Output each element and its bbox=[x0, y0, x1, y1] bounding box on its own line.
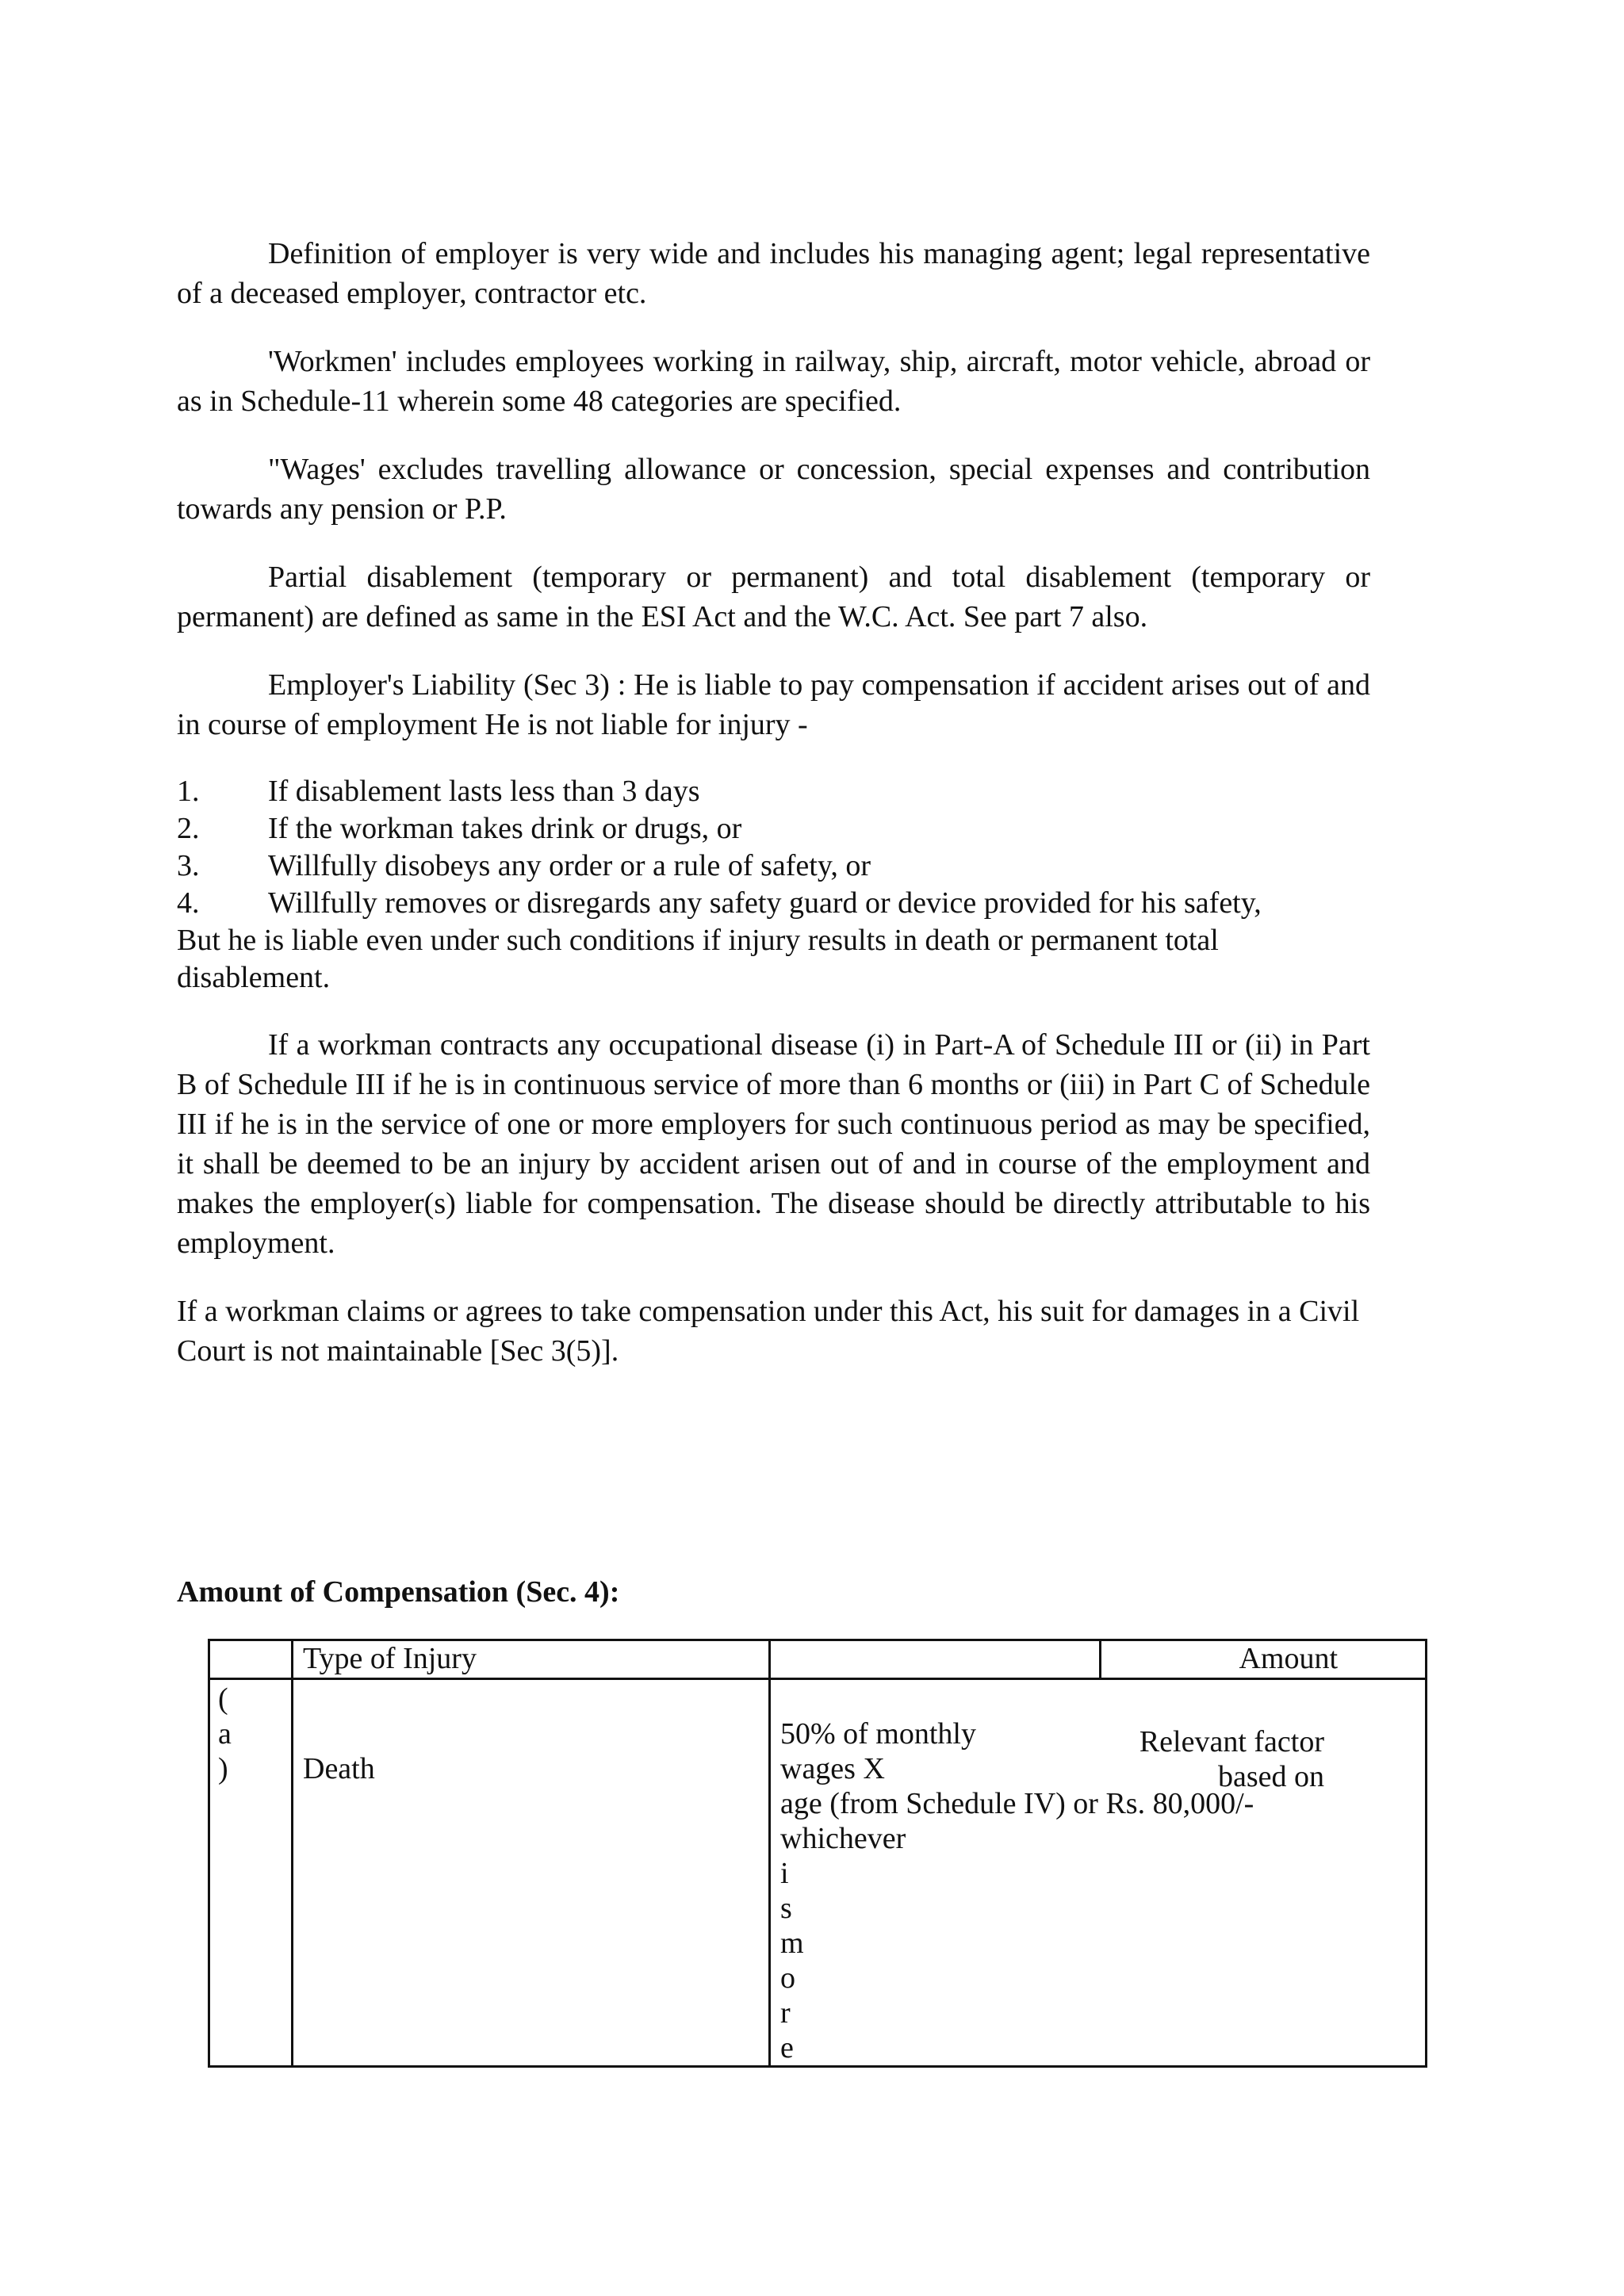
list-number: 4. bbox=[177, 886, 200, 920]
amount-char: r bbox=[780, 1996, 791, 2030]
spacer bbox=[780, 1682, 1415, 1716]
list-text: Willfully removes or disregards any safety guard or device provided for his safety, bbox=[268, 886, 1262, 920]
paragraph-wages-definition: "Wages' excludes travelling allowance or concession, special expenses and contribution towards any pension or P.P. bbox=[177, 453, 1370, 526]
index-char: a bbox=[218, 1717, 232, 1751]
list-number: 2. bbox=[177, 812, 200, 845]
amount-line: 50% of monthly bbox=[780, 1717, 976, 1751]
compensation-table bbox=[208, 1639, 1427, 2068]
list-item bbox=[177, 810, 1370, 848]
row-type-cell bbox=[293, 1679, 770, 2067]
exemption-list bbox=[177, 773, 1370, 922]
paragraph-disablement-definition: Partial disablement (temporary or permanent) and total disablement (temporary or permanent) are defined as same in the ESI Act and the W.C. Act. See part 7 also. bbox=[177, 561, 1370, 633]
amount-line: whichever bbox=[780, 1822, 906, 1855]
paragraph-occupational-disease: If a workman contracts any occupational disease (i) in Part-A of Schedule III or (ii) in Part B of Schedule III if he is in continuous service of more than 6 months or (iii) in Part C of Schedule III if he is in the service of one or more employers for such continuous period as may be specified, it shall be deemed to be an injury by accident arisen out of and in course of the employment and makes the employer(s) liable for compensation. The disease should be directly attributable to his employment. bbox=[177, 1028, 1370, 1260]
amount-char: e bbox=[780, 2031, 794, 2064]
spacer bbox=[303, 1682, 759, 1751]
index-char: ( bbox=[218, 1682, 228, 1716]
paragraph-employer-liability: Employer's Liability (Sec 3) : He is liable to pay compensation if accident arises out of and in course of employment He is not liable for injury - bbox=[177, 668, 1370, 741]
header-index-cell bbox=[209, 1640, 293, 1679]
amount-char: o bbox=[780, 1961, 795, 1995]
body-text bbox=[177, 234, 1370, 1399]
list-item bbox=[177, 773, 1370, 810]
list-number: 1. bbox=[177, 775, 200, 808]
index-char: ) bbox=[218, 1752, 228, 1785]
paragraph-civil-court: If a workman claims or agrees to take compensation under this Act, his suit for damages in a Civil Court is not maintainable [Sec 3(5)]. bbox=[177, 1295, 1360, 1368]
row-amount-cell bbox=[770, 1679, 1427, 2067]
paragraph-workmen-definition: 'Workmen' includes employees working in railway, ship, aircraft, motor vehicle, abroad or as in Schedule-11 wherein some 48 categories are specified. bbox=[177, 345, 1370, 418]
list-number: 3. bbox=[177, 849, 200, 882]
row-index-cell bbox=[209, 1679, 293, 2067]
header-type-cell: Type of Injury bbox=[293, 1640, 770, 1679]
amount-right-column bbox=[1139, 1724, 1324, 1794]
amount-line: Relevant factor bbox=[1139, 1725, 1324, 1758]
list-text: If the workman takes drink or drugs, or bbox=[268, 812, 742, 845]
amount-content bbox=[780, 1682, 1415, 2065]
list-text: If disablement lasts less than 3 days bbox=[268, 775, 700, 808]
amount-line: wages X bbox=[780, 1752, 885, 1785]
paragraph-employer-definition: Definition of employer is very wide and includes his managing agent; legal representative of a deceased employer, contractor etc. bbox=[177, 237, 1370, 310]
injury-type: Death bbox=[303, 1752, 375, 1785]
list-note: But he is liable even under such conditions if injury results in death or permanent total disablement. bbox=[177, 924, 1219, 994]
list-text: Willfully disobeys any order or a rule of safety, or bbox=[268, 849, 871, 882]
table-header-row bbox=[209, 1640, 1427, 1679]
amount-char: i bbox=[780, 1857, 789, 1890]
list-item bbox=[177, 848, 1370, 885]
table-row bbox=[209, 1679, 1427, 2067]
header-amount-cell: Amount bbox=[1101, 1640, 1427, 1679]
amount-char: m bbox=[780, 1927, 804, 1960]
list-item bbox=[177, 885, 1370, 922]
amount-char: s bbox=[780, 1892, 792, 1925]
amount-line: based on bbox=[1217, 1760, 1324, 1793]
header-blank-cell bbox=[770, 1640, 1101, 1679]
section-heading: Amount of Compensation (Sec. 4): bbox=[177, 1575, 620, 1609]
amount-line: age (from Schedule IV) or Rs. 80,000/- bbox=[780, 1787, 1254, 1820]
